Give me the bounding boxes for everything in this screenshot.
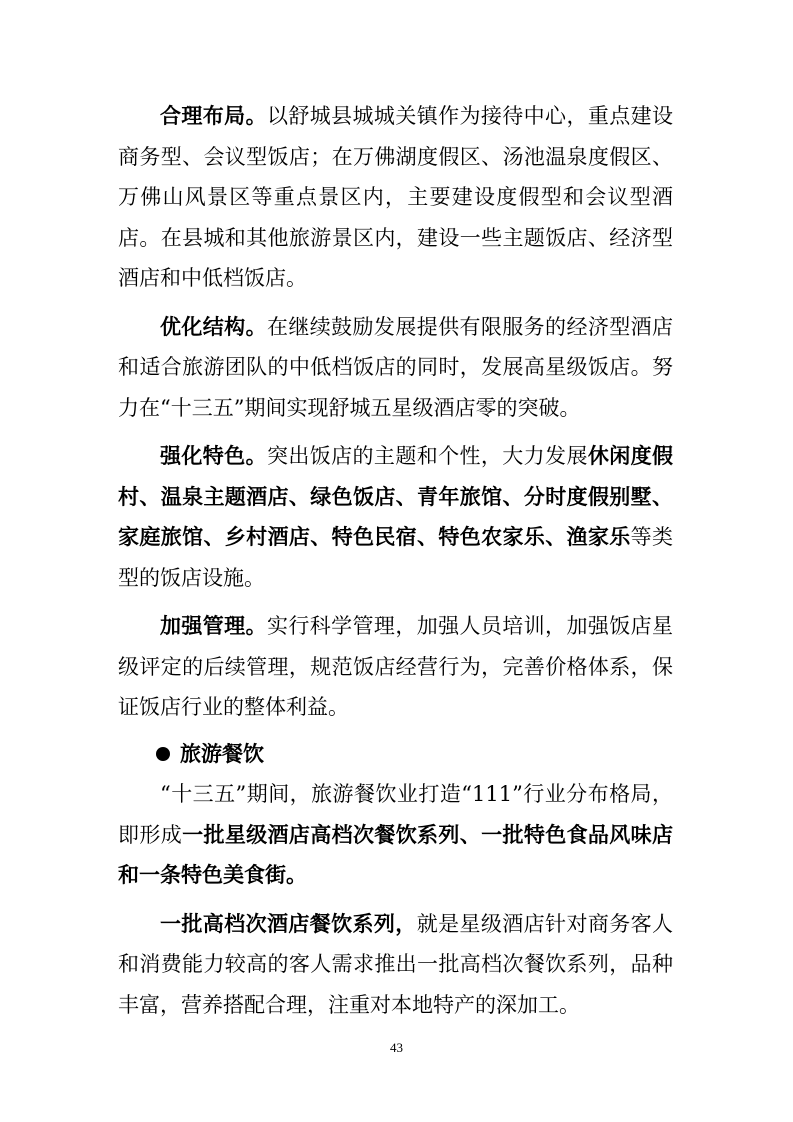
document-body [118, 96, 673, 1025]
section-heading [118, 734, 673, 775]
paragraph-text: 在继续鼓励发展提供有限服务的经济型酒店和适合旅游团队的中低档饭店的同时，发展高星级饭店。努力在“十三五”期间实现舒城五星级酒店零的突破。 [118, 314, 674, 420]
hotel-types-list: 休闲度假村、温泉主题酒店、绿色饭店、青年旅馆、分时度假别墅、家庭旅馆、乡村酒店、特色民宿、特色农家乐、渔家乐 [118, 444, 674, 549]
paragraph-text: 就是星级酒店针对商务客人和消费能力较高的客人需求推出一批高档次餐饮系列，品种丰富，营养搭配合理，注重对本地特产的深加工。 [118, 911, 674, 1017]
dining-pattern-text: 一批星级酒店高档次餐饮系列、一批特色食品风味店和一条特色美食街。 [118, 822, 674, 887]
paragraph-structure [118, 307, 673, 429]
paragraph-lead: 合理布局。 [160, 104, 267, 128]
paragraph-lead: 优化结构。 [160, 314, 267, 339]
paragraph-text: 以舒城县城城关镇作为接待中心，重点建设商务型、会议型饭店；在万佛湖度假区、汤池温泉度假区、万佛山风景区等重点景区内，主要建设度假型和会议型酒店。在县城和其他旅游景区内，建设一些主题饭店、经济型酒店和中低档饭店。 [118, 104, 674, 290]
paragraph-lead: 强化特色。 [160, 444, 267, 468]
paragraph-text: 突出饭店的主题和个性，大力发展 [266, 444, 588, 468]
paragraph-dining-detail [118, 904, 673, 1026]
bullet-icon [156, 747, 170, 761]
section-heading-text: 旅游餐饮 [180, 741, 264, 766]
page-number: 43 [390, 1040, 403, 1055]
paragraph-text: 实行科学管理，加强人员培训，加强饭店星级评定的后续管理，规范饭店经营行为，完善价格体系，保证饭店行业的整体利益。 [118, 614, 674, 719]
paragraph-features [118, 436, 673, 598]
paragraph-lead: 加强管理。 [160, 614, 267, 638]
paragraph-management [118, 606, 673, 728]
paragraph-layout [118, 96, 673, 299]
paragraph-lead: 一批高档次酒店餐饮系列， [160, 911, 417, 936]
paragraph-dining-intro [118, 774, 673, 896]
paragraph-text-end: 等类型的饭店设施。 [118, 525, 674, 590]
paragraph-text: “十三五”期间，旅游餐饮业打造“111”行业分布格局，即形成 [118, 782, 673, 847]
